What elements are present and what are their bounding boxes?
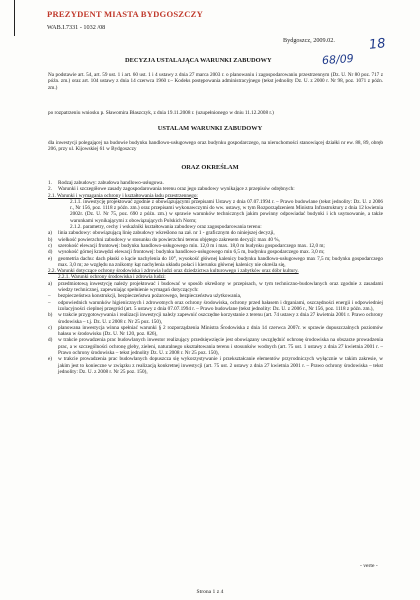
conditions-list (48, 180, 383, 375)
item-marker: d) (48, 249, 53, 256)
item-text: Warunki i szczegółowe zasady zagospodarowania terenu oraz jego zabudowy wynikające z przepisów odrębnych: (58, 186, 295, 193)
page-number: Strona 1 z 4 (196, 589, 224, 595)
office-stamp: PREZYDENT MIASTA BYDGOSZCZY (47, 9, 203, 19)
reference-number: WAB.I.7331 - 1032 /08 (47, 24, 106, 31)
item-text: szerokość elewacji frontowej: budynku handlowo-usługowego min. 12,0 m i max. 18,0 m budynku gospodarczego max. 12,0 m; (58, 242, 325, 249)
condition-item (48, 337, 383, 356)
item-marker: e) (48, 255, 53, 262)
condition-item (48, 281, 383, 294)
item-text: 2.2.1. Warunki ochrony środowiska i zdrowia ludzi: (58, 274, 166, 281)
item-text: wielkość powierzchni zabudowy w stosunku do powierzchni terenu objętego zakresem decyzji: max 40 %, (58, 236, 280, 243)
item-text: Rodzaj zabudowy: zabudowa handlowo-usługowa. (58, 180, 164, 186)
item-text: 2.1.1. inwestycję projektować zgodnie z obowiązującymi przepisami Ustawy z dnia 07.07.1994 r. – Prawo budowlane (tekst jednolity: Dz. U. z 2006 r., Nr 156, poz. 1118 z późn. zm.) oraz przepisami wykonawczymi do ww. ustawy, w tym Rozporządzeniem Ministra Infrastruktury z dnia 12 kwietnia 2002r. (Dz. U. Nr 75, poz. 690 z późn. zm.) w sprawie warunków technicznych jakim powinny odpowiadać budynki i ich usytuowanie, a także warunkami wynikającymi z obowiązujących Polskich Norm; (70, 198, 383, 224)
determination-title: USTALAM WARUNKI ZABUDOWY (157, 125, 263, 132)
item-text: linia zabudowy: obowiązującą linię zabudowy wkreślono na zał. nr 1 - graficznym do niniejszej decyzji, (58, 230, 275, 237)
item-text: odpowiednich warunków higienicznych i zdrowotnych oraz ochrony środowiska, ochrony przed hałasem i drganiami, oszczędności energii i odpowiedniej izolacyjności cieplnej przegród (art. 5 ustawy z dnia 07.07.1994 r. – Prawo budowlane (tekst jednolity: Dz. U. z 2006 r., Nr 156, poz. 1118 z późn. zm.), (58, 299, 383, 312)
item-text: 2.1. Warunki i wymagania ochrony i kształtowania ładu przestrzennego: (48, 192, 198, 199)
item-text: geometria dachu: dach płaski o kącie nachylenia do 10°, wysokość głównej kalenicy budynku handlowo-usługowego max 7,5 m; budynku gospodarczego max. 3,0 m; ze względu na znikomy kąt nachylenia układu połaci i kierunku głównej kalenicy nie określa się, (58, 255, 383, 268)
item-text: planowana inwestycja winna spełniać warunki § 2 rozporządzenia Ministra Środowiska z dnia 14 czerwca 2007r. w sprawie dopuszczalnych poziomów hałasu w środowisku (Dz. U. Nr 120, poz. 826), (58, 324, 383, 338)
item-marker: 1. (48, 180, 52, 186)
section-title: ORAZ OKREŚLAM (181, 164, 239, 171)
item-text: wysokość górnej krawędzi elewacji frontowej: budynku handlowo-usługowego min 6,5 m, budynku gospodarczego max. 3,0 m; (58, 249, 325, 256)
item-marker: b) (48, 236, 53, 243)
condition-item (48, 199, 383, 224)
condition-item (48, 312, 383, 325)
handwritten-number: 68/09 (321, 51, 355, 68)
application-paragraph: po rozpatrzeniu wniosku p. Sławomira Błaszczyk, z dnia 19.11.2008 r. (uzupełnionego w dniu 11.12.2008 r.) (48, 110, 274, 116)
place-date: Bydgoszcz, 2009.02. (283, 37, 335, 44)
handwritten-day: 18 (368, 36, 387, 53)
condition-item (48, 325, 383, 338)
item-marker: b) (48, 312, 53, 319)
decision-title: DECYZJA USTALAJĄCA WARUNKI ZABUDOWY (125, 57, 272, 64)
item-marker: – (48, 293, 51, 300)
item-marker: c) (48, 324, 53, 331)
condition-item (48, 300, 383, 313)
item-text: 2.2. Warunki dotyczące ochrony środowiska i zdrowia ludzi oraz dziedzictwa kulturowego i zabytków oraz dóbr kultury. (48, 268, 299, 275)
condition-item (48, 256, 383, 269)
item-marker: c) (48, 242, 53, 249)
item-text: w trakcie prowadzenia prac budowlanych dopuszcza się wykorzystywanie i przekształcanie elementów przyrodniczych wyłącznie w takim zakresie, w jakim jest to konieczne w związku z realizacją konkretnej inwestycji (art. 75 ust. 2 ustawy z dnia 27 kwietnia 2001 r. – Prawo ochrony środowiska – tekst jednolity: Dz. U. z 2008 r. Nr 25 poz. 150), (58, 356, 383, 375)
item-text: przedmiotową inwestycję należy projektować i budować w sposób określony w przepisach, w tym techniczno-budowlanych oraz zgodnie z zasadami wiedzy technicznej, zapewniając spełnienie wymagań dotyczących: (58, 280, 383, 294)
item-text: 2.1.2. parametry, cechy i wskaźniki kształtowania zabudowy oraz zagospodarowania terenu: (70, 224, 262, 231)
item-marker: d) (48, 337, 53, 344)
item-marker: e) (48, 356, 53, 363)
item-marker: a) (48, 230, 53, 237)
item-marker: a) (48, 280, 53, 287)
item-text: w trakcie prowadzenia prac budowlanych inwestor realizujący przedsięwzięcie jest obowiązany uwzględnić ochronę środowiska na obszarze prowadzenia prac, a w szczególności ochronę gleby, zieleni, naturalnego ukształtowania terenu i stosunków wodnych (art. 75 ust. 1 ustawy z dnia 27 kwietnia 2001 r. – Prawo ochrony środowiska – tekst jednolity Dz. U. z 2008 r. Nr 25 poz. 150), (58, 337, 383, 357)
item-marker: – (48, 299, 51, 306)
verte-note: - verte - (360, 563, 378, 569)
item-text: w trakcie przygotowywania i realizacji inwestycji należy zapewnić oszczędne korzystanie z terenu (art. 74 ustawy z dnia 27 kwietnia 2001 r. Prawo ochrony środowiska – t.j. Dz. U. z 2008 r. Nr 25 poz. 150), (58, 312, 383, 325)
item-marker: 2. (48, 186, 52, 193)
legal-basis-paragraph: Na podstawie art. 54, art. 59 ust. 1 i art. 60 ust. 1 i 4 ustawy z dnia 27 marca 2003 r. o planowaniu i zagospodarowaniu przestrzennym (Dz. U. Nr 80 poz. 717 z późn. zm.) oraz art. 104 ustawy z dnia 14 czerwca 1960 r.– Kodeks postępowania administracyjnego (tekst jednolity Dz. U. z 2000 r. Nr 98, poz. 1071 z późn. zm.) (48, 72, 383, 91)
investment-paragraph: dla inwestycji polegającej na budowie budynku handlowo-usługowego oraz budynku gospodarczego, na nieruchomości stanowiącej działki nr ew. 88, 89, obręb 206, przy ul. Kijowskiej 61 w Bydgoszczy (48, 140, 383, 153)
condition-item (48, 356, 383, 375)
item-text: bezpieczeństwa konstrukcji, bezpieczeństwa pożarowego, bezpieczeństwa użytkowania, (58, 293, 242, 300)
margin-rule (14, 0, 15, 36)
